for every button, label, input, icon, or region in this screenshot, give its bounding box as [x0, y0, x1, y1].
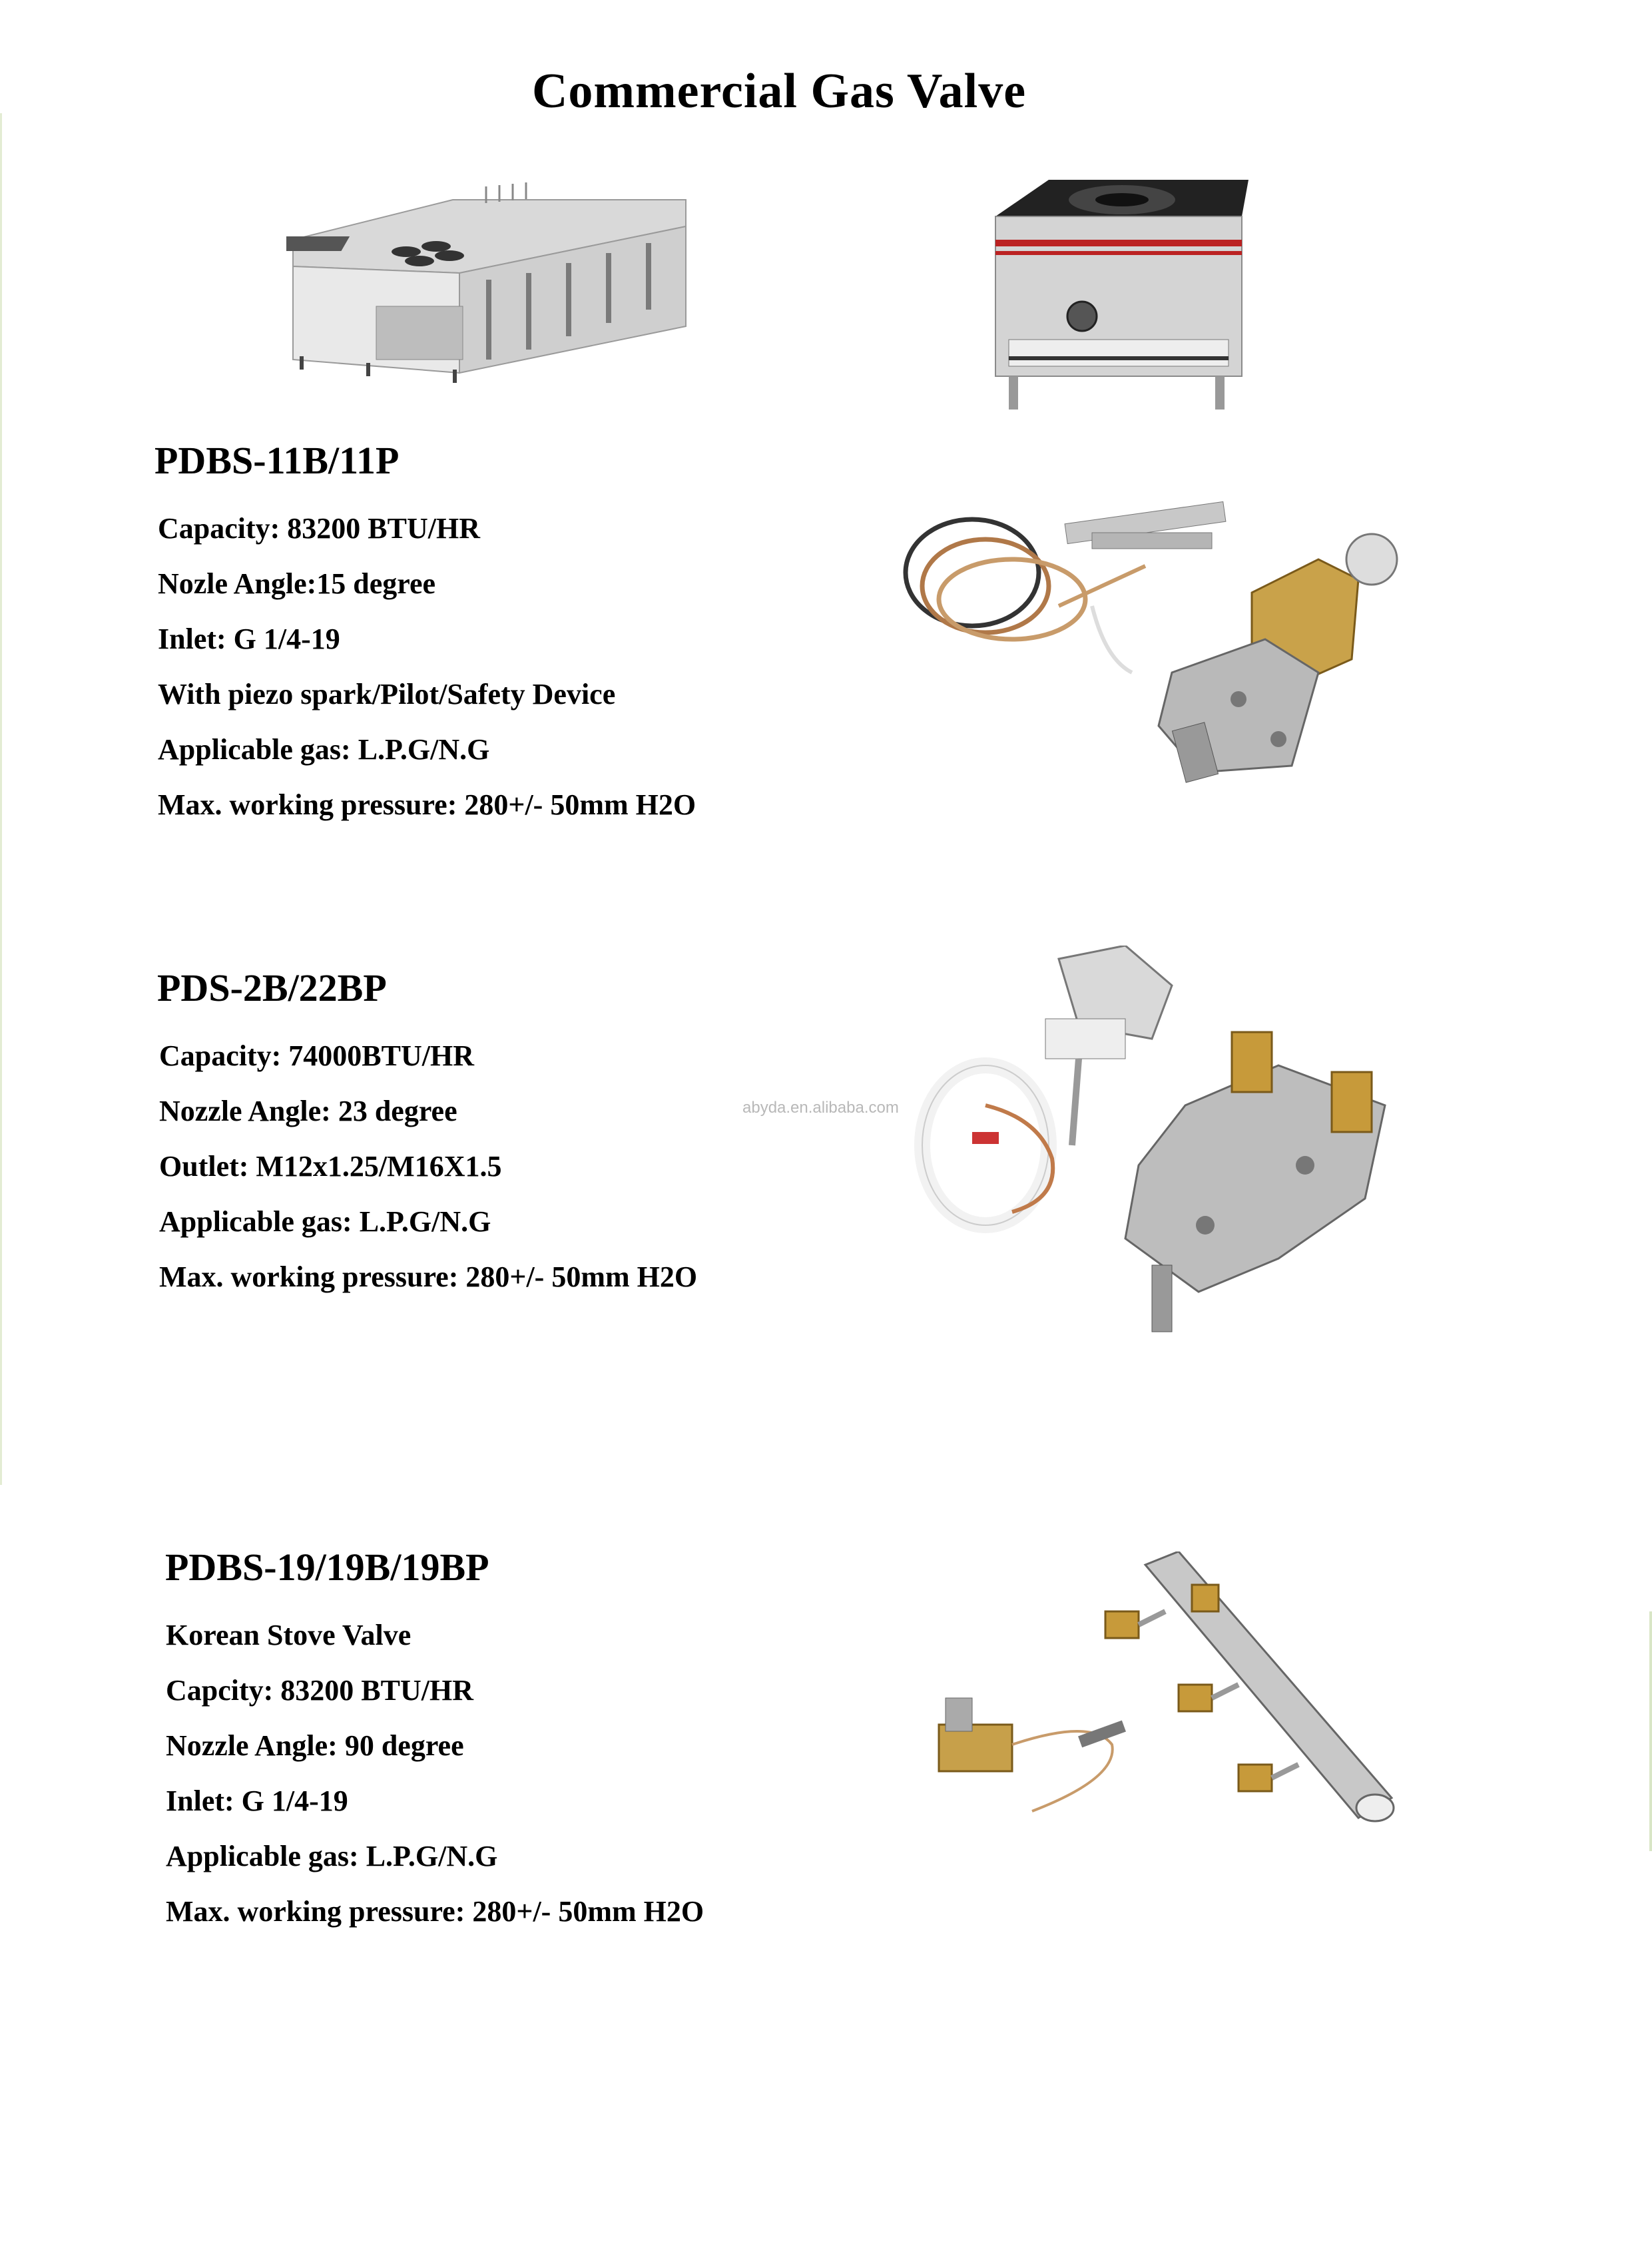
- watermark-text: abyda.en.alibaba.com: [742, 1099, 899, 1117]
- spec-capacity: Capacity: 83200 BTU/HR: [158, 512, 480, 545]
- product-model: PDBS-19/19B/19BP: [165, 1545, 489, 1589]
- spec-capacity: Capacity: 74000BTU/HR: [159, 1039, 474, 1072]
- spec-applicable-gas: Applicable gas: L.P.G/N.G: [159, 1205, 491, 1238]
- page-title: Commercial Gas Valve: [531, 64, 1027, 119]
- page-edge-right: [1649, 1611, 1652, 1851]
- spec-description: Korean Stove Valve: [166, 1619, 412, 1651]
- spec-nozzle-angle: Nozzle Angle: 90 degree: [166, 1729, 464, 1762]
- product-model: PDBS-11B/11P: [154, 439, 400, 482]
- product-model: PDS-2B/22BP: [157, 966, 387, 1009]
- spec-max-pressure: Max. working pressure: 280+/- 50mm H2O: [158, 788, 696, 821]
- manifold-valve-image: [926, 1551, 1405, 1844]
- spec-inlet: Inlet: G 1/4-19: [158, 623, 340, 655]
- spec-max-pressure: Max. working pressure: 280+/- 50mm H2O: [166, 1895, 704, 1928]
- spec-features: With piezo spark/Pilot/Safety Device: [158, 678, 616, 710]
- page-edge-left: [0, 113, 2, 1485]
- valve-thermocouple-image: [892, 486, 1425, 792]
- spec-nozzle-angle: Nozzle Angle: 23 degree: [159, 1095, 457, 1127]
- spec-inlet: Inlet: G 1/4-19: [166, 1785, 348, 1817]
- valve-pilot-bracket-image: [906, 946, 1452, 1345]
- spec-max-pressure: Max. working pressure: 280+/- 50mm H2O: [159, 1261, 698, 1293]
- spec-applicable-gas: Applicable gas: L.P.G/N.G: [158, 733, 490, 766]
- spec-nozzle-angle: Nozle Angle:15 degree: [158, 567, 436, 600]
- spec-capacity: Capcity: 83200 BTU/HR: [166, 1674, 473, 1707]
- spec-applicable-gas: Applicable gas: L.P.G/N.G: [166, 1840, 498, 1872]
- wok-stove-image: [989, 176, 1255, 423]
- spec-outlet: Outlet: M12x1.25/M16X1.5: [159, 1150, 502, 1183]
- kitchen-line-image: [286, 173, 692, 386]
